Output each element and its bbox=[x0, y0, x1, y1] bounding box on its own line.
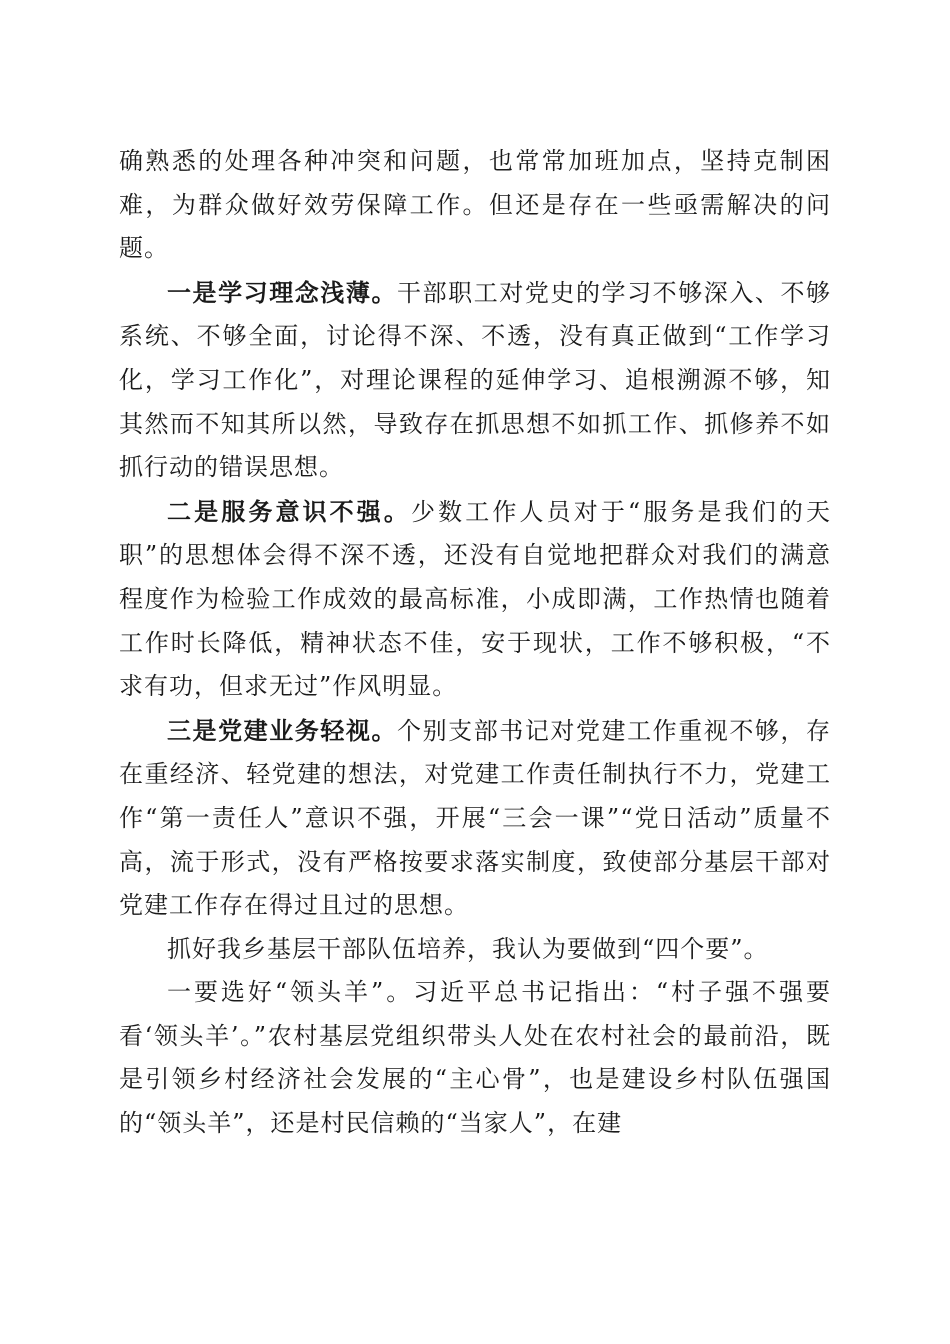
paragraph-text: 确熟悉的处理各种冲突和问题，也常常加班加点，坚持克制困难，为群众做好效劳保障工作。但还是存在一些亟需解决的问题。 bbox=[119, 147, 831, 263]
paragraph-text: 少数工作人员对于“服务是我们的天职”的思想体会得不深不透，还没有自觉地把群众对我们的满意程度作为检验工作成效的最高标准，小成即满，工作热情也随着工作时长降低，精神状态不佳，安于现状，工作不够积极，“不求有功，但求无过”作风明显。 bbox=[119, 497, 831, 701]
paragraph-lead: 一是学习理念浅薄。 bbox=[167, 277, 398, 307]
paragraph-text: 抓好我乡基层干部队伍培养，我认为要做到“四个要”。 bbox=[167, 934, 769, 963]
paragraph-party-building bbox=[119, 709, 831, 928]
paragraph-continuation bbox=[119, 140, 831, 271]
paragraph-service-awareness bbox=[119, 490, 831, 709]
paragraph-study-concept bbox=[119, 271, 831, 490]
paragraph-text: 个别支部书记对党建工作重视不够，存在重经济、轻党建的想法，对党建工作责任制执行不力，党建工作“第一责任人”意识不强，开展“三会一课”“党日活动”质量不高，流于形式，没有严格按要求落实制度，致使部分基层干部对党建工作存在得过且过的思想。 bbox=[119, 716, 832, 920]
paragraph-text: 一要选好“领头羊”。习近平总书记指出：“村子强不强要看‘领头羊’。”农村基层党组织带头人处在农村社会的最前沿，既是引领乡村经济社会发展的“主心骨”，也是建设乡村队伍强国的“领头羊”，还是村民信赖的“当家人”，在建 bbox=[119, 978, 831, 1138]
paragraph-leader bbox=[119, 971, 831, 1145]
paragraph-four-musts bbox=[119, 928, 831, 972]
document-body bbox=[119, 140, 831, 1146]
paragraph-lead: 三是党建业务轻视。 bbox=[167, 715, 398, 745]
paragraph-text: 干部职工对党史的学习不够深入、不够系统、不够全面，讨论得不深、不透，没有真正做到“工作学习化，学习工作化”，对理论课程的延伸学习、追根溯源不够，知其然而不知其所以然，导致存在抓思想不如抓工作、抓修养不如抓行动的错误思想。 bbox=[119, 278, 832, 482]
paragraph-lead: 二是服务意识不强。 bbox=[167, 496, 412, 526]
